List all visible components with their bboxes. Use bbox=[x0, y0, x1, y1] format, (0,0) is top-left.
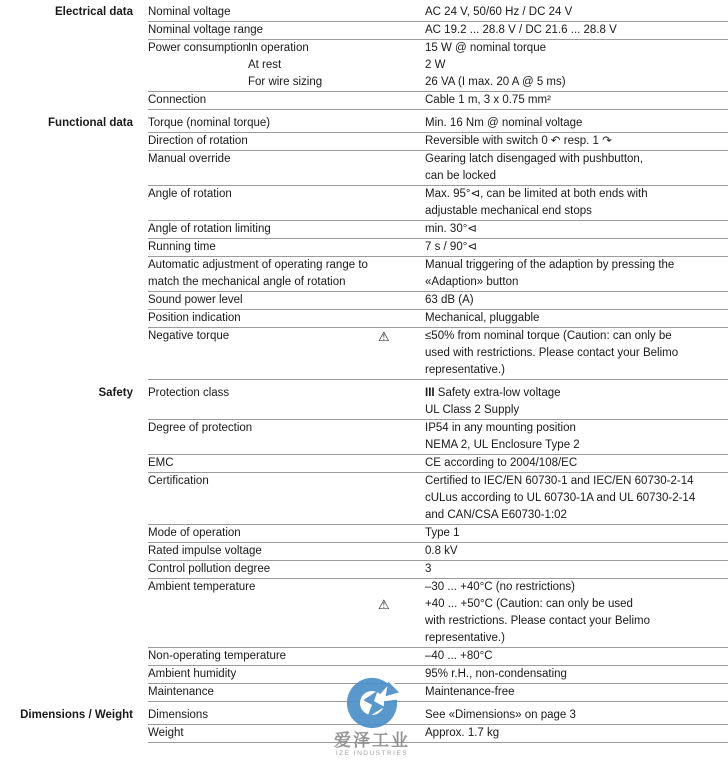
row-label-text bbox=[148, 420, 425, 437]
row-value bbox=[425, 92, 728, 109]
spec-row-body bbox=[148, 561, 728, 579]
label-line: Connection bbox=[148, 94, 207, 106]
value-line: with restrictions. Please contact your Belimo bbox=[425, 615, 650, 627]
spec-row bbox=[0, 257, 728, 292]
value-line: 7 s / 90°⊲ bbox=[425, 241, 477, 253]
spec-row bbox=[0, 561, 728, 579]
label-line: Certification bbox=[148, 475, 209, 487]
row-label bbox=[148, 543, 425, 560]
sublabel-line: For wire sizing bbox=[248, 76, 323, 88]
label-line: Angle of rotation bbox=[148, 188, 232, 200]
row-label-text bbox=[148, 239, 425, 256]
section-label: Safety bbox=[98, 387, 133, 399]
row-label-text bbox=[148, 707, 425, 724]
row-label-text bbox=[148, 92, 425, 109]
spec-row-body bbox=[148, 543, 728, 561]
row-value bbox=[425, 4, 728, 21]
spec-row bbox=[0, 702, 728, 725]
row-label-text bbox=[148, 310, 425, 327]
row-value bbox=[425, 561, 728, 578]
section-label: Functional data bbox=[48, 117, 133, 129]
value-line: +40 ... +50°C (Caution: can only be used bbox=[425, 598, 633, 610]
spec-row-body bbox=[148, 579, 728, 648]
row-value bbox=[425, 473, 728, 524]
spec-row-body bbox=[148, 328, 728, 380]
value-line: 15 W @ nominal torque bbox=[425, 42, 546, 54]
spec-row bbox=[0, 725, 728, 743]
spec-row bbox=[0, 292, 728, 310]
value-line: 95% r.H., non-condensating bbox=[425, 668, 567, 680]
section-label: Dimensions / Weight bbox=[20, 709, 133, 721]
row-label bbox=[148, 328, 425, 379]
row-value bbox=[425, 221, 728, 238]
value-line: representative.) bbox=[425, 632, 505, 644]
row-label-text bbox=[148, 257, 425, 291]
spec-row bbox=[0, 22, 728, 40]
row-label-text bbox=[148, 543, 425, 560]
row-label-text bbox=[148, 525, 425, 542]
row-label-text bbox=[148, 473, 425, 490]
row-value bbox=[425, 328, 728, 379]
spec-row-body bbox=[148, 22, 728, 40]
row-value bbox=[425, 40, 728, 91]
label-line: Negative torque bbox=[148, 330, 230, 342]
spec-row bbox=[0, 380, 728, 420]
value-line: UL Class 2 Supply bbox=[425, 404, 520, 416]
spec-row-body bbox=[148, 40, 728, 92]
spec-row bbox=[0, 40, 728, 92]
label-line: Direction of rotation bbox=[148, 135, 248, 147]
value-line: can be locked bbox=[425, 170, 496, 182]
row-label bbox=[148, 579, 425, 647]
row-label-text bbox=[148, 4, 425, 21]
row-value bbox=[425, 385, 728, 419]
spec-row bbox=[0, 420, 728, 455]
spec-row bbox=[0, 110, 728, 133]
value-line: Mechanical, pluggable bbox=[425, 312, 540, 324]
value-bold-prefix: III bbox=[425, 387, 435, 399]
spec-row-body bbox=[148, 239, 728, 257]
spec-row bbox=[0, 133, 728, 151]
spec-row bbox=[0, 684, 728, 702]
row-label-text bbox=[148, 133, 425, 150]
spec-row-body bbox=[148, 473, 728, 525]
label-line: Mode of operation bbox=[148, 527, 241, 539]
row-label-text bbox=[148, 385, 425, 402]
spec-row bbox=[0, 579, 728, 648]
value-line: Type 1 bbox=[425, 527, 460, 539]
row-label-text bbox=[148, 186, 425, 203]
row-label-text bbox=[148, 115, 425, 132]
value-line: IP54 in any mounting position bbox=[425, 422, 576, 434]
value-line: NEMA 2, UL Enclosure Type 2 bbox=[425, 439, 580, 451]
row-value bbox=[425, 525, 728, 542]
value-line: Manual triggering of the adaption by pressing the bbox=[425, 259, 675, 271]
value-line: Approx. 1.7 kg bbox=[425, 727, 500, 739]
value-line: AC 19.2 ... 28.8 V / DC 21.6 ... 28.8 V bbox=[425, 24, 617, 36]
spec-row-body bbox=[148, 385, 728, 420]
row-label-text bbox=[148, 151, 425, 168]
label-line: Running time bbox=[148, 241, 216, 253]
row-value bbox=[425, 22, 728, 39]
spec-row-body bbox=[148, 707, 728, 725]
value-line: Min. 16 Nm @ nominal voltage bbox=[425, 117, 583, 129]
row-label bbox=[148, 684, 425, 701]
row-label bbox=[148, 186, 425, 220]
row-label bbox=[148, 310, 425, 327]
label-line: match the mechanical angle of rotation bbox=[148, 276, 346, 288]
spec-row-body bbox=[148, 115, 728, 133]
row-value bbox=[425, 725, 728, 742]
row-value bbox=[425, 543, 728, 560]
spec-row bbox=[0, 186, 728, 221]
row-value bbox=[425, 151, 728, 185]
value-line: AC 24 V, 50/60 Hz / DC 24 V bbox=[425, 6, 573, 18]
label-line: Non-operating temperature bbox=[148, 650, 287, 662]
warning-icon: ⚠ bbox=[378, 329, 390, 344]
row-label-text bbox=[148, 455, 425, 472]
row-value bbox=[425, 257, 728, 291]
spec-row bbox=[0, 92, 728, 110]
spec-row-body bbox=[148, 151, 728, 186]
label-line: Position indication bbox=[148, 312, 241, 324]
row-label bbox=[148, 473, 425, 524]
spec-row bbox=[0, 666, 728, 684]
value-line: representative.) bbox=[425, 364, 505, 376]
row-label bbox=[148, 4, 425, 21]
row-label bbox=[148, 22, 425, 39]
spec-row-body bbox=[148, 420, 728, 455]
value-line: 2 W bbox=[425, 59, 446, 71]
value-line: –40 ... +80°C bbox=[425, 650, 493, 662]
value-line: min. 30°⊲ bbox=[425, 223, 477, 235]
spec-row bbox=[0, 543, 728, 561]
spec-row-body bbox=[148, 292, 728, 310]
row-label bbox=[148, 92, 425, 109]
spec-row-body bbox=[148, 684, 728, 702]
watermark-cjk-text: 爱泽工业 bbox=[334, 731, 410, 750]
row-label-text bbox=[148, 648, 425, 665]
spec-row-body bbox=[148, 310, 728, 328]
spec-row bbox=[0, 151, 728, 186]
row-label bbox=[148, 648, 425, 665]
spec-row-body bbox=[148, 666, 728, 684]
label-line: Dimensions bbox=[148, 709, 209, 721]
row-sublabels bbox=[248, 40, 425, 91]
spec-row-body bbox=[148, 648, 728, 666]
watermark-latin-text: IZE INDUSTRIES bbox=[335, 750, 409, 757]
row-label bbox=[148, 239, 425, 256]
value-line: ≤50% from nominal torque (Caution: can only be bbox=[425, 330, 672, 342]
row-label bbox=[148, 151, 425, 185]
value-line: cULus according to UL 60730-1A and UL 60730-2-14 bbox=[425, 492, 696, 504]
label-line: Rated impulse voltage bbox=[148, 545, 262, 557]
spec-row-body bbox=[148, 221, 728, 239]
row-label-text bbox=[148, 22, 425, 39]
row-label bbox=[148, 455, 425, 472]
row-label bbox=[148, 292, 425, 309]
spec-row bbox=[0, 525, 728, 543]
spec-row bbox=[0, 221, 728, 239]
value-line: CE according to 2004/108/EC bbox=[425, 457, 578, 469]
label-line: Ambient humidity bbox=[148, 668, 237, 680]
row-value bbox=[425, 455, 728, 472]
label-line: Sound power level bbox=[148, 294, 243, 306]
spec-row bbox=[0, 4, 728, 22]
value-line: adjustable mechanical end stops bbox=[425, 205, 592, 217]
row-label-text bbox=[148, 561, 425, 578]
row-value bbox=[425, 666, 728, 683]
value-line: «Adaption» button bbox=[425, 276, 519, 288]
label-line: Control pollution degree bbox=[148, 563, 271, 575]
value-line: used with restrictions. Please contact your Belimo bbox=[425, 347, 679, 359]
label-line: Power consumption bbox=[148, 42, 249, 54]
spec-row-body bbox=[148, 186, 728, 221]
spec-row bbox=[0, 648, 728, 666]
row-label-text bbox=[148, 666, 425, 683]
row-label-text bbox=[148, 684, 425, 701]
row-label-text bbox=[148, 40, 248, 91]
value-line: Maintenance-free bbox=[425, 686, 515, 698]
row-label bbox=[148, 221, 425, 238]
row-value bbox=[425, 420, 728, 454]
row-label bbox=[148, 561, 425, 578]
value-line: Cable 1 m, 3 x 0.75 mm² bbox=[425, 94, 551, 106]
row-label bbox=[148, 525, 425, 542]
value-line: 0.8 kV bbox=[425, 545, 458, 557]
row-label bbox=[148, 725, 425, 742]
label-line: Automatic adjustment of operating range to bbox=[148, 259, 368, 271]
spec-row bbox=[0, 310, 728, 328]
label-line: EMC bbox=[148, 457, 174, 469]
row-label-text bbox=[148, 221, 425, 238]
row-value bbox=[425, 579, 728, 647]
value-line: 3 bbox=[425, 563, 432, 575]
spec-row bbox=[0, 455, 728, 473]
label-line: Weight bbox=[148, 727, 184, 739]
row-label bbox=[148, 385, 425, 419]
row-value bbox=[425, 310, 728, 327]
label-line: Degree of protection bbox=[148, 422, 253, 434]
label-line: Ambient temperature bbox=[148, 581, 256, 593]
label-line: Protection class bbox=[148, 387, 230, 399]
spec-row-body bbox=[148, 4, 728, 22]
value-line: Max. 95°⊲, can be limited at both ends with bbox=[425, 188, 648, 200]
row-value bbox=[425, 648, 728, 665]
row-label bbox=[148, 115, 425, 132]
row-value bbox=[425, 707, 728, 724]
row-label-text bbox=[148, 725, 425, 742]
spec-row-body bbox=[148, 257, 728, 292]
spec-row-body bbox=[148, 133, 728, 151]
value-line: Gearing latch disengaged with pushbutton, bbox=[425, 153, 644, 165]
row-label bbox=[148, 257, 425, 291]
section-label: Electrical data bbox=[55, 6, 133, 18]
spec-row bbox=[0, 473, 728, 525]
label-line: Nominal voltage bbox=[148, 6, 231, 18]
value-line: –30 ... +40°C (no restrictions) bbox=[425, 581, 576, 593]
sublabel-line: At rest bbox=[248, 59, 282, 71]
label-line: Torque (nominal torque) bbox=[148, 117, 271, 129]
spec-row-body bbox=[148, 455, 728, 473]
value-line: 26 VA (I max. 20 A @ 5 ms) bbox=[425, 76, 566, 88]
spec-row-body bbox=[148, 92, 728, 110]
spec-row-body bbox=[148, 725, 728, 743]
row-label-text bbox=[148, 579, 425, 596]
value-line: 63 dB (A) bbox=[425, 294, 474, 306]
row-label bbox=[148, 40, 425, 91]
spec-row bbox=[0, 328, 728, 380]
value-line: III Safety extra-low voltage bbox=[425, 387, 561, 399]
value-line: Reversible with switch 0 ↶ resp. 1 ↷ bbox=[425, 135, 612, 147]
value-line: Certified to IEC/EN 60730-1 and IEC/EN 60730-2-14 bbox=[425, 475, 694, 487]
row-label bbox=[148, 420, 425, 454]
label-line: Manual override bbox=[148, 153, 231, 165]
row-value bbox=[425, 133, 728, 150]
spec-row-body bbox=[148, 525, 728, 543]
row-value bbox=[425, 115, 728, 132]
row-value bbox=[425, 186, 728, 220]
row-label bbox=[148, 707, 425, 724]
label-line: Nominal voltage range bbox=[148, 24, 264, 36]
sublabel-line: In operation bbox=[248, 42, 309, 54]
label-line: Maintenance bbox=[148, 686, 214, 698]
row-value bbox=[425, 684, 728, 701]
spec-row bbox=[0, 239, 728, 257]
row-label bbox=[148, 133, 425, 150]
row-label bbox=[148, 666, 425, 683]
warning-icon: ⚠ bbox=[378, 597, 390, 612]
row-value bbox=[425, 292, 728, 309]
value-line: and CAN/CSA E60730-1:02 bbox=[425, 509, 567, 521]
row-label-text bbox=[148, 292, 425, 309]
label-line: Angle of rotation limiting bbox=[148, 223, 271, 235]
value-line: See «Dimensions» on page 3 bbox=[425, 709, 576, 721]
row-value bbox=[425, 239, 728, 256]
